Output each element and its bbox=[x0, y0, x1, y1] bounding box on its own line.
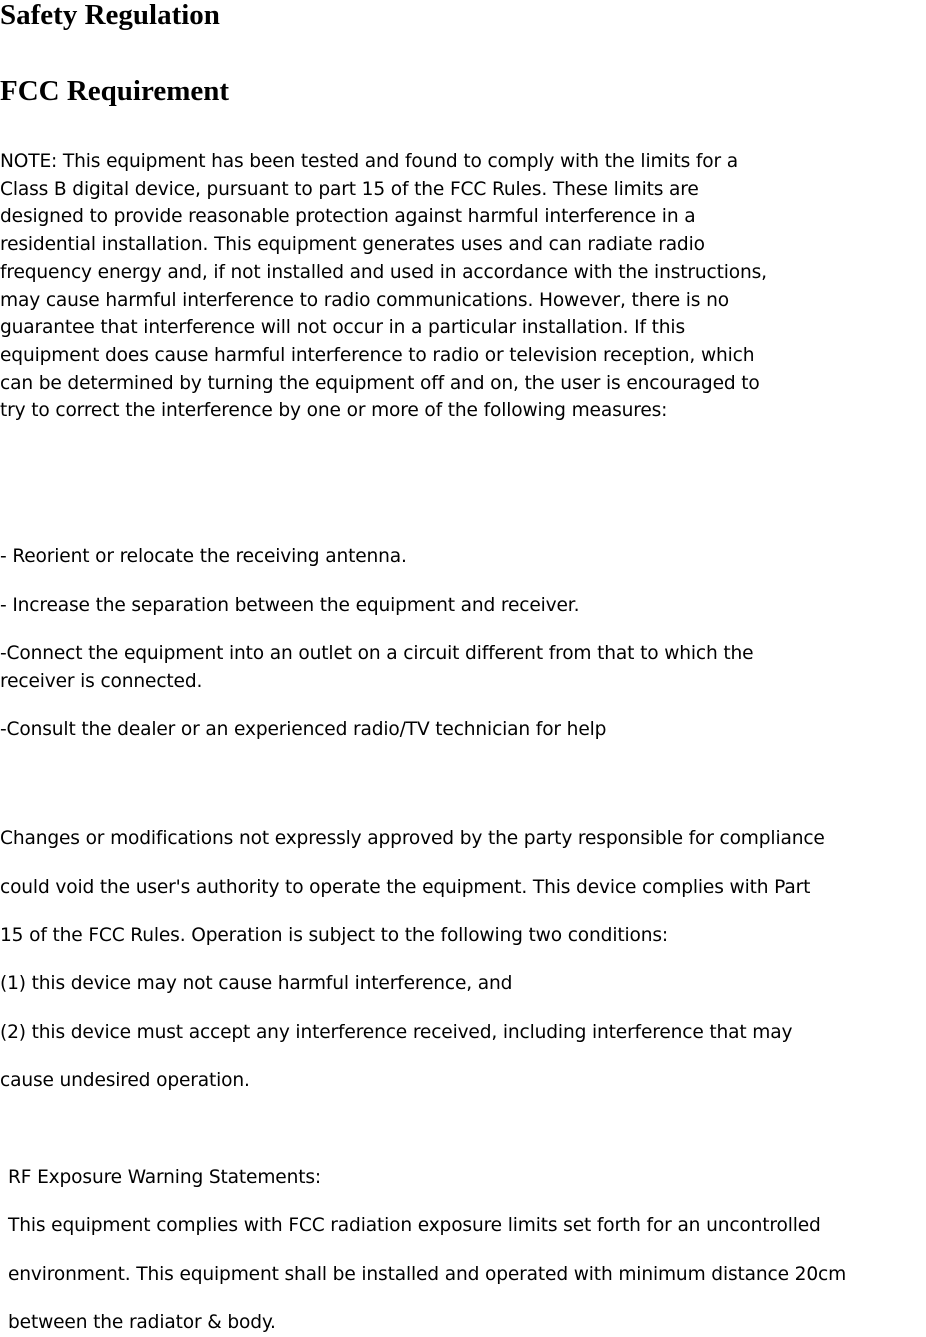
page-title: Safety Regulation bbox=[0, 0, 220, 31]
changes-line: (2) this device must accept any interference received, including interference that may bbox=[0, 1022, 793, 1043]
rf-line: environment. This equipment shall be installed and operated with minimum distance 20cm bbox=[8, 1264, 847, 1285]
note-line: residential installation. This equipment generates uses and can radiate radio bbox=[0, 234, 705, 255]
rf-heading: RF Exposure Warning Statements: bbox=[8, 1167, 322, 1188]
note-line: guarantee that interference will not occur in a particular installation. If this bbox=[0, 317, 685, 338]
changes-line: 15 of the FCC Rules. Operation is subject to the following two conditions: bbox=[0, 925, 668, 946]
rf-line: between the radiator & body. bbox=[8, 1312, 276, 1333]
note-line: frequency energy and, if not installed and used in accordance with the instructions, bbox=[0, 262, 767, 283]
list-item: receiver is connected. bbox=[0, 671, 203, 692]
rf-line: This equipment complies with FCC radiation exposure limits set forth for an uncontrolled bbox=[8, 1215, 821, 1236]
note-line: Class B digital device, pursuant to part 15 of the FCC Rules. These limits are bbox=[0, 179, 699, 200]
note-line: try to correct the interference by one or more of the following measures: bbox=[0, 400, 668, 421]
section-title-fcc: FCC Requirement bbox=[0, 75, 230, 107]
changes-line: (1) this device may not cause harmful interference, and bbox=[0, 973, 513, 994]
list-item: - Increase the separation between the equipment and receiver. bbox=[0, 595, 580, 616]
changes-line: Changes or modifications not expressly approved by the party responsible for compliance bbox=[0, 828, 825, 849]
note-line: may cause harmful interference to radio communications. However, there is no bbox=[0, 290, 729, 311]
list-item: - Reorient or relocate the receiving antenna. bbox=[0, 546, 407, 567]
list-item: -Connect the equipment into an outlet on a circuit different from that to which the bbox=[0, 643, 754, 664]
note-line: NOTE: This equipment has been tested and found to comply with the limits for a bbox=[0, 151, 738, 172]
note-line: equipment does cause harmful interference to radio or television reception, which bbox=[0, 345, 755, 366]
changes-line: cause undesired operation. bbox=[0, 1070, 250, 1091]
note-line: can be determined by turning the equipment off and on, the user is encouraged to bbox=[0, 373, 760, 394]
list-item: -Consult the dealer or an experienced radio/TV technician for help bbox=[0, 719, 607, 740]
changes-line: could void the user's authority to operate the equipment. This device complies with Part bbox=[0, 877, 811, 898]
note-line: designed to provide reasonable protection against harmful interference in a bbox=[0, 206, 696, 227]
